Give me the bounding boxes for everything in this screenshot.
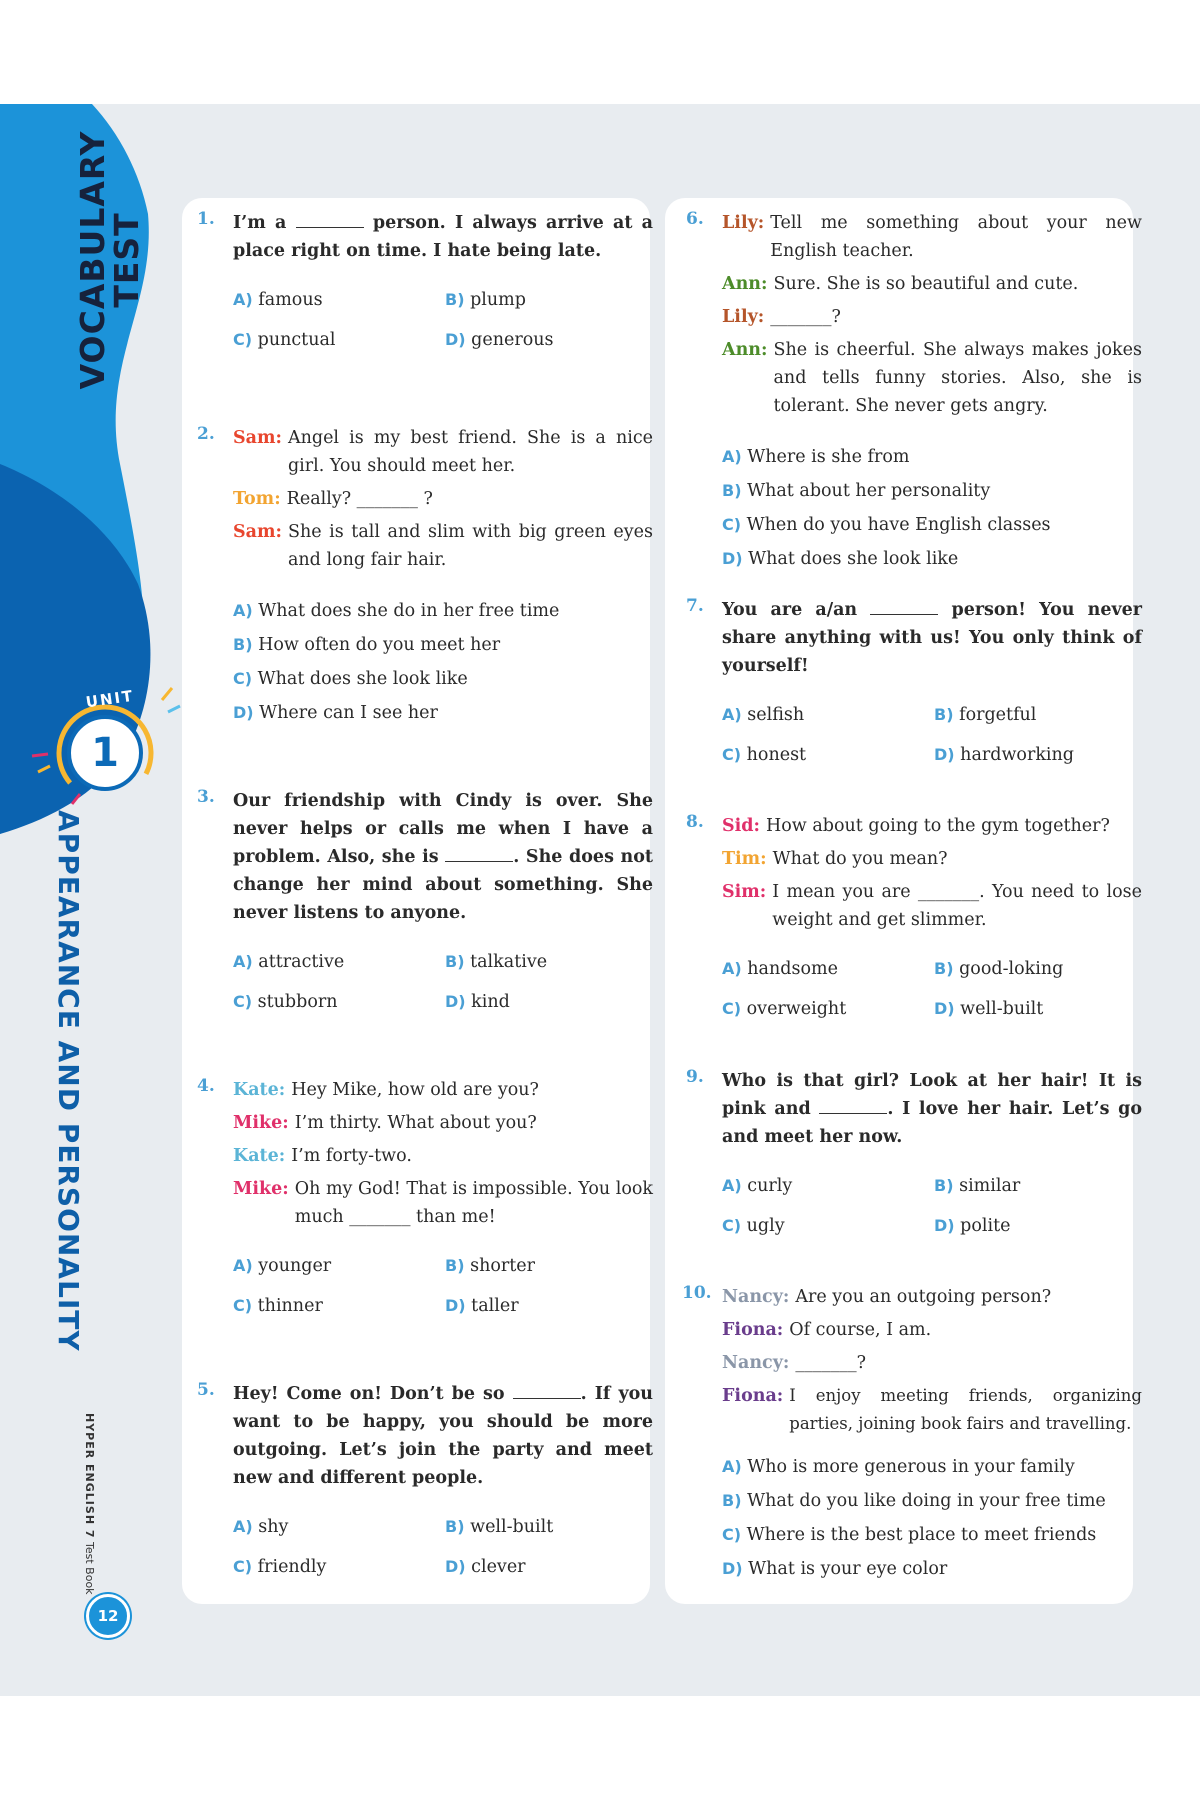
- option-a[interactable]: A) curly: [722, 1176, 793, 1196]
- option-a[interactable]: A) handsome: [722, 959, 838, 979]
- answer-options: [233, 1253, 653, 1319]
- unit-number: 1: [91, 730, 119, 776]
- option-d[interactable]: D) generous: [445, 330, 554, 350]
- question-6: [686, 209, 1142, 576]
- option-c[interactable]: C) stubborn: [233, 992, 338, 1012]
- question-number: 10.: [682, 1283, 712, 1303]
- dialogue-line: Nancy: Are you an outgoing person?: [722, 1283, 1142, 1311]
- speaker-name: Fiona:: [722, 1386, 784, 1406]
- dialogue-line: Ann: Sure. She is so beautiful and cute.: [722, 270, 1142, 298]
- speaker-name: Nancy:: [722, 1353, 790, 1373]
- option-c[interactable]: C) punctual: [233, 330, 336, 350]
- question-3: [197, 787, 654, 1015]
- option-d[interactable]: D) well-built: [934, 999, 1044, 1019]
- dialogue-line: Tom: Really? _______ ?: [233, 485, 653, 513]
- question-7: [686, 596, 1143, 768]
- question-4: [197, 1076, 653, 1319]
- answer-options: [722, 956, 1142, 1022]
- question-8: [686, 812, 1142, 1022]
- dialogue-line: Lily: Tell me something about your new English teacher.: [722, 209, 1142, 265]
- speaker-name: Tom:: [233, 489, 281, 509]
- speaker-name: Lily:: [722, 213, 765, 233]
- option-a[interactable]: A) What does she do in her free time: [233, 601, 560, 621]
- question-9: [686, 1067, 1143, 1239]
- vocabulary-test-heading: VOCABULARY TEST: [73, 130, 146, 390]
- unit-label: UNIT: [84, 686, 136, 712]
- dialogue-line: Tim: What do you mean?: [722, 845, 1142, 873]
- answer-options: [233, 949, 653, 1015]
- dialogue-line: Sam: She is tall and slim with big green eyes and long fair hair.: [233, 518, 653, 574]
- question-1: [197, 209, 654, 353]
- option-c[interactable]: C) honest: [722, 745, 807, 765]
- dialogue-line: Ann: She is cheerful. She always makes jokes and tells funny stories. Also, she is tolerant. She never gets angry.: [722, 336, 1142, 420]
- dialogue-line: Fiona: I enjoy meeting friends, organizing parties, joining book fairs and travelling.: [722, 1382, 1142, 1438]
- dialogue-line: Lily: _______?: [722, 303, 1142, 331]
- question-number: 2.: [197, 424, 215, 444]
- question-number: 8.: [686, 812, 704, 832]
- speaker-name: Mike:: [233, 1179, 289, 1199]
- option-b[interactable]: B) What do you like doing in your free time: [722, 1491, 1106, 1511]
- question-number: 3.: [197, 787, 215, 807]
- option-b[interactable]: B) similar: [934, 1176, 1021, 1196]
- option-c[interactable]: C) friendly: [233, 1557, 327, 1577]
- option-a[interactable]: A) selfish: [722, 705, 805, 725]
- answer-blank: [296, 211, 364, 228]
- answer-options: [233, 594, 653, 730]
- option-a[interactable]: A) Who is more generous in your family: [722, 1457, 1075, 1477]
- dialogue-line: Sam: Angel is my best friend. She is a nice girl. You should meet her.: [233, 424, 653, 480]
- option-b[interactable]: B) forgetful: [934, 705, 1037, 725]
- speaker-name: Mike:: [233, 1113, 289, 1133]
- option-d[interactable]: D) polite: [934, 1216, 1011, 1236]
- answer-blank: [445, 845, 513, 862]
- dialogue-line: Nancy: _______?: [722, 1349, 1142, 1377]
- answer-options: [722, 1173, 1142, 1239]
- speaker-name: Nancy:: [722, 1287, 790, 1307]
- option-d[interactable]: D) What does she look like: [722, 549, 959, 569]
- question-5: [197, 1380, 654, 1580]
- book-title: HYPER ENGLISH 7 Test Book: [83, 1413, 96, 1595]
- speaker-name: Tim:: [722, 849, 767, 869]
- option-d[interactable]: D) hardworking: [934, 745, 1074, 765]
- answer-options: [722, 440, 1142, 576]
- option-b[interactable]: B) well-built: [445, 1517, 554, 1537]
- speaker-name: Fiona:: [722, 1320, 784, 1340]
- option-a[interactable]: A) shy: [233, 1517, 289, 1537]
- question-stem: Who is that girl? Look at her hair! It is pink and . I love her hair. Let’s go and meet her now.: [722, 1071, 1143, 1147]
- dialogue-line: Mike: Oh my God! That is impossible. You look much _______ than me!: [233, 1175, 653, 1231]
- question-number: 4.: [197, 1076, 215, 1096]
- speaker-name: Ann:: [722, 274, 768, 294]
- option-c[interactable]: C) ugly: [722, 1216, 785, 1236]
- question-number: 9.: [686, 1067, 704, 1087]
- dialogue-line: Mike: I’m thirty. What about you?: [233, 1109, 653, 1137]
- speaker-name: Sam:: [233, 522, 282, 542]
- speaker-name: Sam:: [233, 428, 282, 448]
- question-stem: Hey! Come on! Don’t be so . If you want to be happy, you should be more outgoing. Let’s join the party and meet new and different people.: [233, 1384, 654, 1488]
- question-number: 6.: [686, 209, 704, 229]
- question-stem: I’m a person. I always arrive at a place right on time. I hate being late.: [233, 213, 654, 261]
- question-stem: You are a/an person! You never share anything with us! You only think of yourself!: [722, 600, 1143, 676]
- page-number: 12: [86, 1594, 130, 1638]
- option-c[interactable]: C) When do you have English classes: [722, 515, 1051, 535]
- speaker-name: Ann:: [722, 340, 768, 360]
- option-b[interactable]: B) shorter: [445, 1256, 536, 1276]
- answer-options: [233, 1514, 653, 1580]
- unit-title: APPEARANCE AND PERSONALITY: [52, 810, 85, 1352]
- answer-options: [722, 702, 1142, 768]
- dialogue-line: Kate: Hey Mike, how old are you?: [233, 1076, 653, 1104]
- option-d[interactable]: D) kind: [445, 992, 510, 1012]
- option-d[interactable]: D) Where can I see her: [233, 703, 438, 723]
- dialogue-line: Sim: I mean you are _______. You need to lose weight and get slimmer.: [722, 878, 1142, 934]
- speaker-name: Kate:: [233, 1080, 286, 1100]
- option-c[interactable]: C) thinner: [233, 1296, 323, 1316]
- question-2: [197, 424, 653, 730]
- speaker-name: Sim:: [722, 882, 767, 902]
- option-b[interactable]: B) good-loking: [934, 959, 1064, 979]
- option-c[interactable]: C) What does she look like: [233, 669, 468, 689]
- option-c[interactable]: C) Where is the best place to meet friends: [722, 1525, 1097, 1545]
- question-number: 5.: [197, 1380, 215, 1400]
- speaker-name: Lily:: [722, 307, 765, 327]
- option-a[interactable]: A) younger: [233, 1256, 332, 1276]
- option-a[interactable]: A) Where is she from: [722, 447, 910, 467]
- answer-blank: [513, 1382, 581, 1399]
- option-d[interactable]: D) taller: [445, 1296, 519, 1316]
- speaker-name: Kate:: [233, 1146, 286, 1166]
- answer-blank: [870, 598, 938, 615]
- option-b[interactable]: B) plump: [445, 290, 526, 310]
- dialogue-line: Sid: How about going to the gym together?: [722, 812, 1142, 840]
- question-10: [682, 1283, 1142, 1586]
- option-c[interactable]: C) overweight: [722, 999, 847, 1019]
- option-b[interactable]: B) How often do you meet her: [233, 635, 501, 655]
- option-a[interactable]: A) famous: [233, 290, 323, 310]
- answer-options: [722, 1450, 1142, 1586]
- dialogue-line: Fiona: Of course, I am.: [722, 1316, 1142, 1344]
- answer-blank: [819, 1097, 887, 1114]
- question-number: 1.: [197, 209, 215, 229]
- question-number: 7.: [686, 596, 704, 616]
- option-d[interactable]: D) What is your eye color: [722, 1559, 948, 1579]
- answer-options: [233, 287, 653, 353]
- question-stem: Our friendship with Cindy is over. She never helps or calls me when I have a problem. Also, she is . She does not change her mind about something. She never listens to anyone.: [233, 791, 654, 923]
- option-d[interactable]: D) clever: [445, 1557, 526, 1577]
- dialogue-line: Kate: I’m forty-two.: [233, 1142, 653, 1170]
- option-b[interactable]: B) talkative: [445, 952, 548, 972]
- option-a[interactable]: A) attractive: [233, 952, 345, 972]
- speaker-name: Sid:: [722, 816, 760, 836]
- option-b[interactable]: B) What about her personality: [722, 481, 991, 501]
